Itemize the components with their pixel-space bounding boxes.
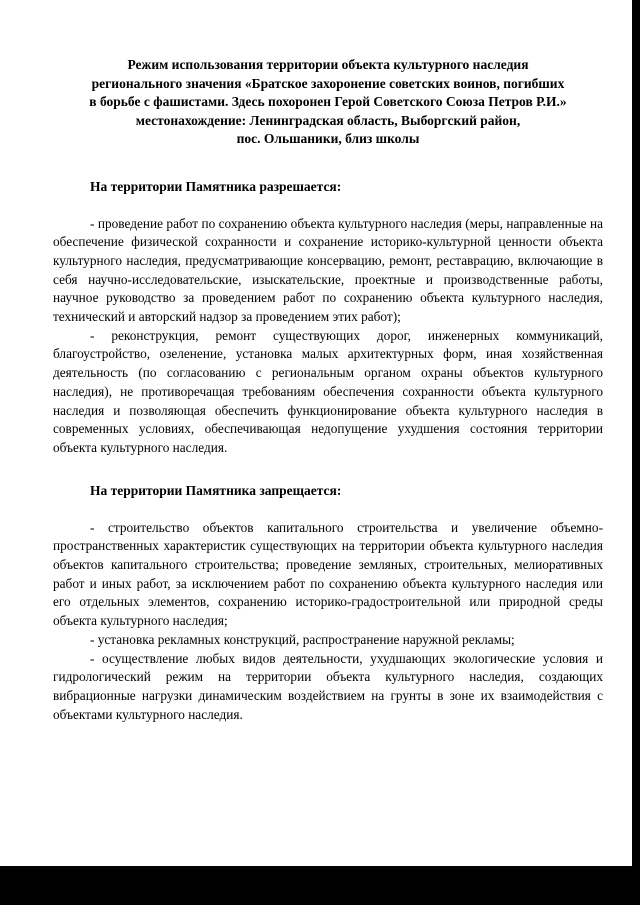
scan-border-bottom — [0, 866, 640, 905]
title-line: регионального значения «Братское захоронение советских воинов, погибших — [91, 75, 565, 91]
document-content — [53, 56, 603, 724]
prohibited-item: - строительство объектов капитального строительства и увеличение объемно-пространственных характеристик существующих на территории объекта культурного наследия объектов капитального строительства; проведение земляных, строительных, мелиоративных работ и иных работ, за исключением работ по сохранению объекта культурного наследия или его отдельных элементов, сохранению историко-градостроительной или природной среды объекта культурного наследия; — [53, 519, 603, 629]
title-line: местонахождение: Ленинградская область, Выборгский район, — [135, 112, 521, 128]
title-line: в борьбе с фашистами. Здесь похоронен Герой Советского Союза Петров Р.И.» — [89, 94, 567, 109]
title-line: пос. Ольшаники, близ школы — [236, 131, 420, 146]
allowed-heading: На территории Памятника разрешается: — [90, 178, 342, 194]
prohibited-list — [53, 519, 603, 725]
prohibited-item: - осуществление любых видов деятельности, ухудшающих экологические условия и гидрологический режим на территории объекта культурного наследия, создающих вибрационные нагрузки динамическим воздействием на грунты в зоне их взаимодействия с объектами культурного наследия. — [53, 650, 603, 722]
allowed-item: - проведение работ по сохранению объекта культурного наследия (меры, направленные на обеспечение физической сохранности и сохранение историко-культурной ценности объекта культурного наследия, предусматривающие консервацию, ремонт, реставрацию, включающие в себя научно-исследовательские, изыскательские, проектные и производственные работы, научное руководство за проведением работ по сохранению объекта культурного наследия, технический и авторский надзор за проведением этих работ); — [53, 215, 603, 325]
prohibited-heading: На территории Памятника запрещается: — [90, 482, 342, 498]
scan-border-right — [632, 0, 640, 866]
document-title — [53, 56, 603, 149]
prohibited-item: - установка рекламных конструкций, распространение наружной рекламы; — [90, 631, 515, 647]
allowed-list — [53, 215, 603, 458]
title-line: Режим использования территории объекта культурного наследия — [127, 57, 529, 72]
allowed-item: - реконструкция, ремонт существующих дорог, инженерных коммуникаций, благоустройство, озеленение, установка малых архитектурных форм, иная хозяйственная деятельность (по согласованию с региональным органом охраны объектов культурного наследия), не противоречащая требованиям обеспечения сохранности объекта культурного наследия и позволяющая обеспечить функционирование объекта культурного наследия в современных условиях, обеспечивающая недопущение ухудшения состояния территории объекта культурного наследия. — [53, 327, 603, 455]
